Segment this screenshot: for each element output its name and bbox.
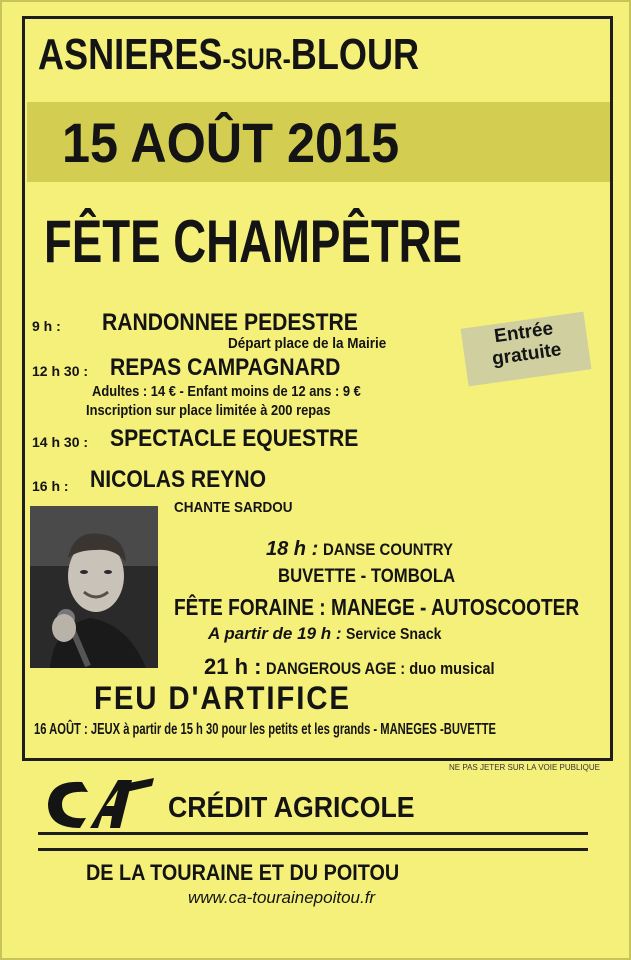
sponsor-rule-bottom bbox=[38, 848, 588, 851]
repas-prices: Adultes : 14 € - Enfant moins de 12 ans : 9 € bbox=[92, 383, 361, 400]
credit-agricole-logo bbox=[40, 774, 158, 836]
sponsor-region: DE LA TOURAINE ET DU POITOU bbox=[86, 860, 400, 885]
activity-randonnee: RANDONNEE PEDESTRE bbox=[102, 309, 358, 336]
town-name-part-1: ASNIERES bbox=[38, 30, 223, 79]
artist-name: NICOLAS REYNO bbox=[90, 466, 267, 493]
sponsor-rule-top bbox=[38, 832, 588, 835]
event-title: FÊTE CHAMPÊTRE bbox=[44, 208, 463, 275]
evening-line-2: BUVETTE - TOMBOLA bbox=[278, 566, 456, 587]
activity-equestre: SPECTACLE EQUESTRE bbox=[110, 425, 359, 452]
evening-line-4: A partir de 19 h : Service Snack bbox=[208, 624, 442, 643]
sponsor-name: CRÉDIT AGRICOLE bbox=[168, 792, 415, 824]
time-16h: 16 h : bbox=[32, 478, 69, 494]
randonnee-detail: Départ place de la Mairie bbox=[228, 335, 387, 352]
town-title bbox=[38, 30, 503, 80]
activity-repas: REPAS CAMPAGNARD bbox=[110, 354, 341, 381]
event-date: 15 AOÛT 2015 bbox=[62, 111, 400, 174]
town-name-sur: -SUR- bbox=[222, 43, 291, 76]
singer-photo bbox=[30, 506, 158, 668]
evening-line-1: 18 h : DANSE COUNTRY bbox=[266, 538, 453, 560]
evening-line-3: FÊTE FORAINE : MANEGE - AUTOSCOOTER bbox=[174, 594, 580, 620]
repas-registration: Inscription sur place limitée à 200 repas bbox=[86, 402, 331, 419]
evening-line-5: 21 h : DANGEROUS AGE : duo musical bbox=[204, 654, 495, 679]
town-name-part-2: BLOUR bbox=[290, 30, 420, 79]
badge-line-1: Entrée bbox=[492, 318, 555, 348]
time-9h: 9 h : bbox=[32, 318, 61, 334]
badge-line-2: gratuite bbox=[490, 339, 563, 370]
time-12h30: 12 h 30 : bbox=[32, 363, 89, 379]
time-14h30: 14 h 30 : bbox=[32, 434, 89, 450]
litter-notice: NE PAS JETER SUR LA VOIE PUBLIQUE bbox=[449, 763, 601, 772]
fireworks-title: FEU D'ARTIFICE bbox=[94, 680, 351, 716]
sponsor-url[interactable]: www.ca-tourainepoitou.fr bbox=[188, 888, 376, 907]
august-16-line: 16 AOÛT : JEUX à partir de 15 h 30 pour les petits et les grands - MANEGES -BUVETTE bbox=[34, 721, 497, 738]
artist-subtitle: CHANTE SARDOU bbox=[174, 499, 293, 516]
